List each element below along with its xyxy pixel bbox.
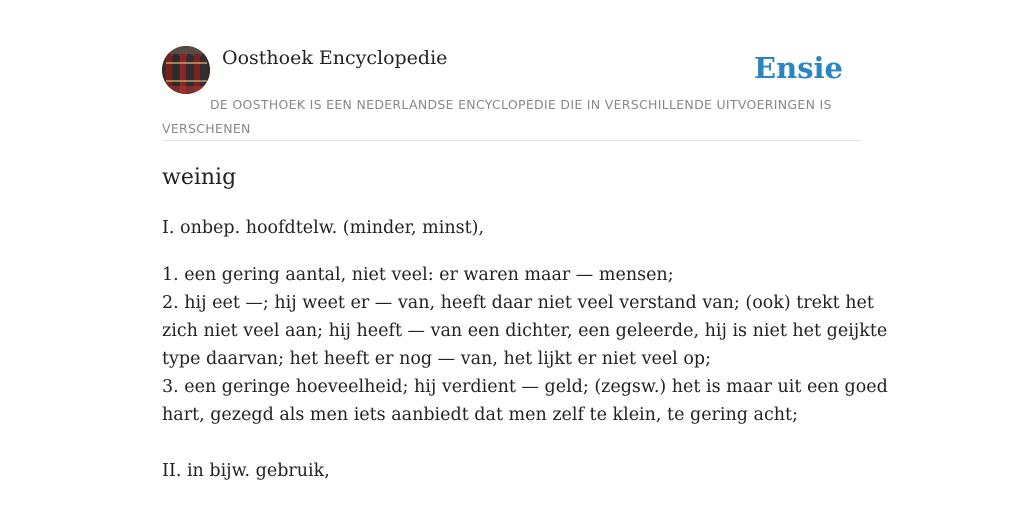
definition-line: type daarvan; het heeft er nog — van, het lijkt er niet veel op;: [162, 349, 711, 369]
entry-section-2: II. in bijw. gebruik,: [162, 461, 330, 481]
site-header: [162, 46, 862, 141]
definition-line: hart, gezegd als men iets aanbiedt dat men zelf te klein, te gering acht;: [162, 405, 798, 425]
entry-title: weinig: [162, 165, 237, 190]
book-spines-icon: [162, 46, 210, 94]
brand-logo[interactable]: Ensie: [754, 51, 843, 85]
site-name[interactable]: Oosthoek Encyclopedie: [222, 47, 448, 69]
entry-intro: I. onbep. hoofdtelw. (minder, minst),: [162, 218, 485, 238]
avatar[interactable]: [162, 46, 210, 94]
site-tagline: DE OOSTHOEK IS EEN NEDERLANDSE ENCYCLOPEDIE DIE IN VERSCHILLENDE UITVOERINGEN IS VERSCHENEN: [162, 97, 832, 136]
definition-list: [162, 261, 888, 429]
entry-content: [162, 160, 888, 485]
definition-line: zich niet veel aan; hij heeft — van een dichter, een geleerde, hij is niet het geijkte: [162, 321, 888, 341]
definition-line: 3. een geringe hoeveelheid; hij verdient — geld; (zegsw.) het is maar uit een goed: [162, 377, 888, 397]
definition-line: 1. een gering aantal, niet veel: er waren maar — mensen;: [162, 265, 674, 285]
definition-line: 2. hij eet —; hij weet er — van, heeft daar niet veel verstand van; (ook) trekt het: [162, 293, 874, 313]
